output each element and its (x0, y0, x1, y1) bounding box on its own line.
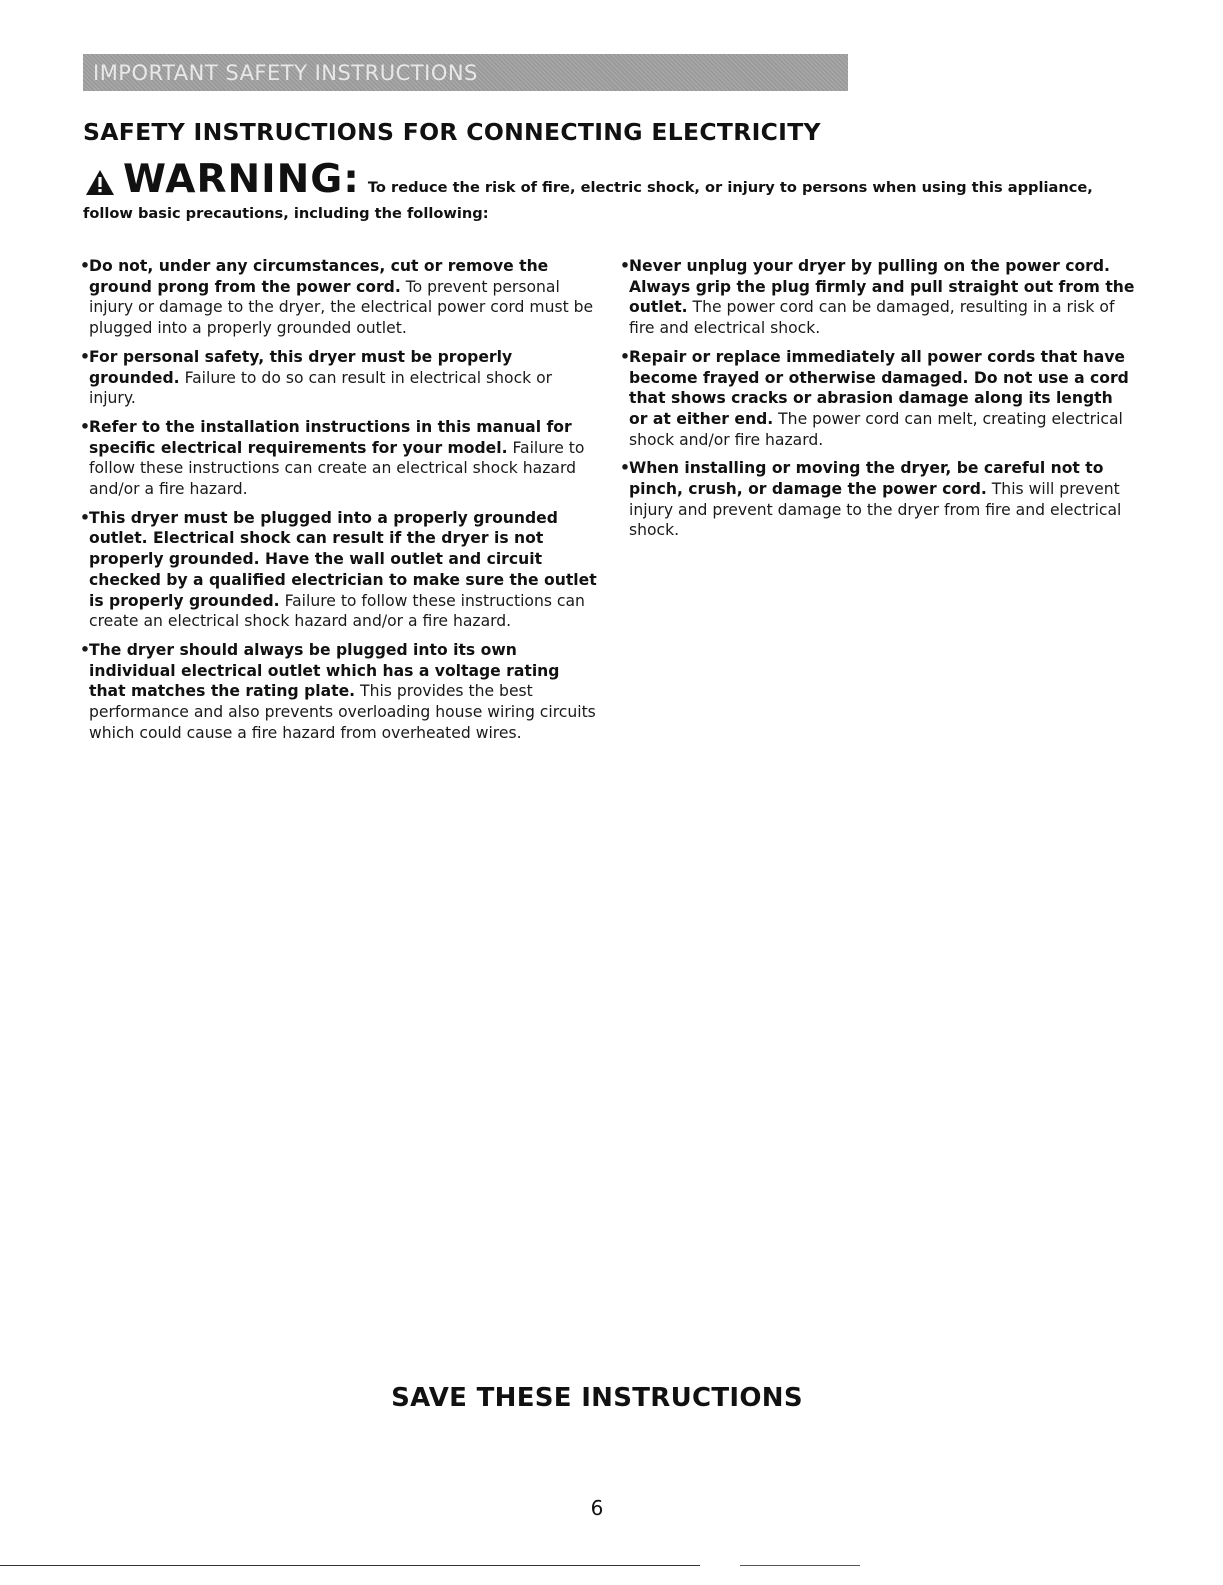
right-column (620, 256, 1135, 549)
safety-item-text: The power cord can be damaged, resulting in a risk of fire and electrical shock. (629, 298, 1115, 338)
safety-item-bold: This dryer must be plugged into a properly grounded outlet. Electrical shock can result if the dryer is not properly grounded. Have the wall outlet and circuit checked by a qualified electrician to make sure the outlet is properly grounded. (89, 508, 597, 610)
safety-item-text: Failure to follow these instructions can create an electrical shock hazard and/or a fire hazard. (89, 438, 585, 499)
safety-item (80, 256, 600, 339)
bullet-icon: • (620, 257, 630, 275)
page-edge-rule (0, 1565, 700, 1566)
safety-item-text: Failure to do so can result in electrical shock or injury. (89, 368, 553, 408)
warning-triangle-icon (85, 169, 115, 203)
safety-item-bold: Do not, under any circumstances, cut or remove the ground prong from the power cord. (89, 257, 549, 296)
bullet-icon: • (80, 257, 90, 275)
safety-item-bold: For personal safety, this dryer must be properly grounded. (89, 347, 513, 387)
page-number: 6 (590, 1496, 604, 1520)
safety-item (620, 458, 1135, 541)
safety-item (620, 256, 1135, 339)
bullet-icon: • (80, 508, 90, 527)
safety-item (80, 347, 600, 409)
left-column (80, 256, 600, 751)
safety-item (620, 347, 1135, 451)
warning-block (83, 157, 1133, 225)
safety-item (80, 640, 600, 744)
warning-text: To reduce the risk of fire, electric shock, or injury to persons when using this appliance, follow basic precautions, including the following: (83, 179, 1093, 222)
bullet-icon: • (620, 347, 630, 366)
safety-item-bold: Refer to the installation instructions in this manual for specific electrical requirements for your model. (89, 417, 572, 457)
safety-item-text: Failure to follow these instructions can create an electrical shock hazard and/or a fire hazard. (89, 591, 585, 631)
safety-item (80, 508, 600, 632)
safety-item (80, 417, 600, 500)
banner-title: IMPORTANT SAFETY INSTRUCTIONS (93, 60, 478, 85)
safety-item-bold: Repair or replace immediately all power cords that have become frayed or otherwise damaged. Do not use a cord that shows cracks or abrasion damage along its length or at either end. (629, 347, 1129, 428)
safety-item-bold: The dryer should always be plugged into its own individual electrical outlet which has a voltage rating that matches the rating plate. (89, 640, 560, 701)
warning-label: WARNING: (123, 157, 360, 202)
bullet-icon: • (80, 417, 90, 436)
safety-item-text: This will prevent injury and prevent damage to the dryer from fire and electrical shock. (629, 480, 1122, 540)
bullet-icon: • (620, 459, 630, 478)
save-instructions-heading: SAVE THESE INSTRUCTIONS (391, 1383, 803, 1413)
section-banner (83, 54, 848, 91)
section-title: SAFETY INSTRUCTIONS FOR CONNECTING ELECTRICITY (83, 118, 821, 146)
page-edge-rule (740, 1565, 860, 1566)
safety-item-text: The power cord can melt, creating electrical shock and/or fire hazard. (629, 409, 1123, 449)
bullet-icon: • (80, 347, 90, 366)
safety-item-bold: When installing or moving the dryer, be careful not to pinch, crush, or damage the power cord. (629, 459, 1104, 499)
bullet-icon: • (80, 640, 90, 659)
safety-item-text: This provides the best performance and also prevents overloading house wiring circuits which could cause a fire hazard from overheated wires. (89, 682, 596, 742)
safety-item-text: To prevent personal injury or damage to the dryer, the electrical power cord must be plugged into a properly grounded outlet. (89, 277, 594, 338)
safety-item-bold: Never unplug your dryer by pulling on the power cord. Always grip the plug firmly and pull straight out from the outlet. (629, 257, 1135, 317)
